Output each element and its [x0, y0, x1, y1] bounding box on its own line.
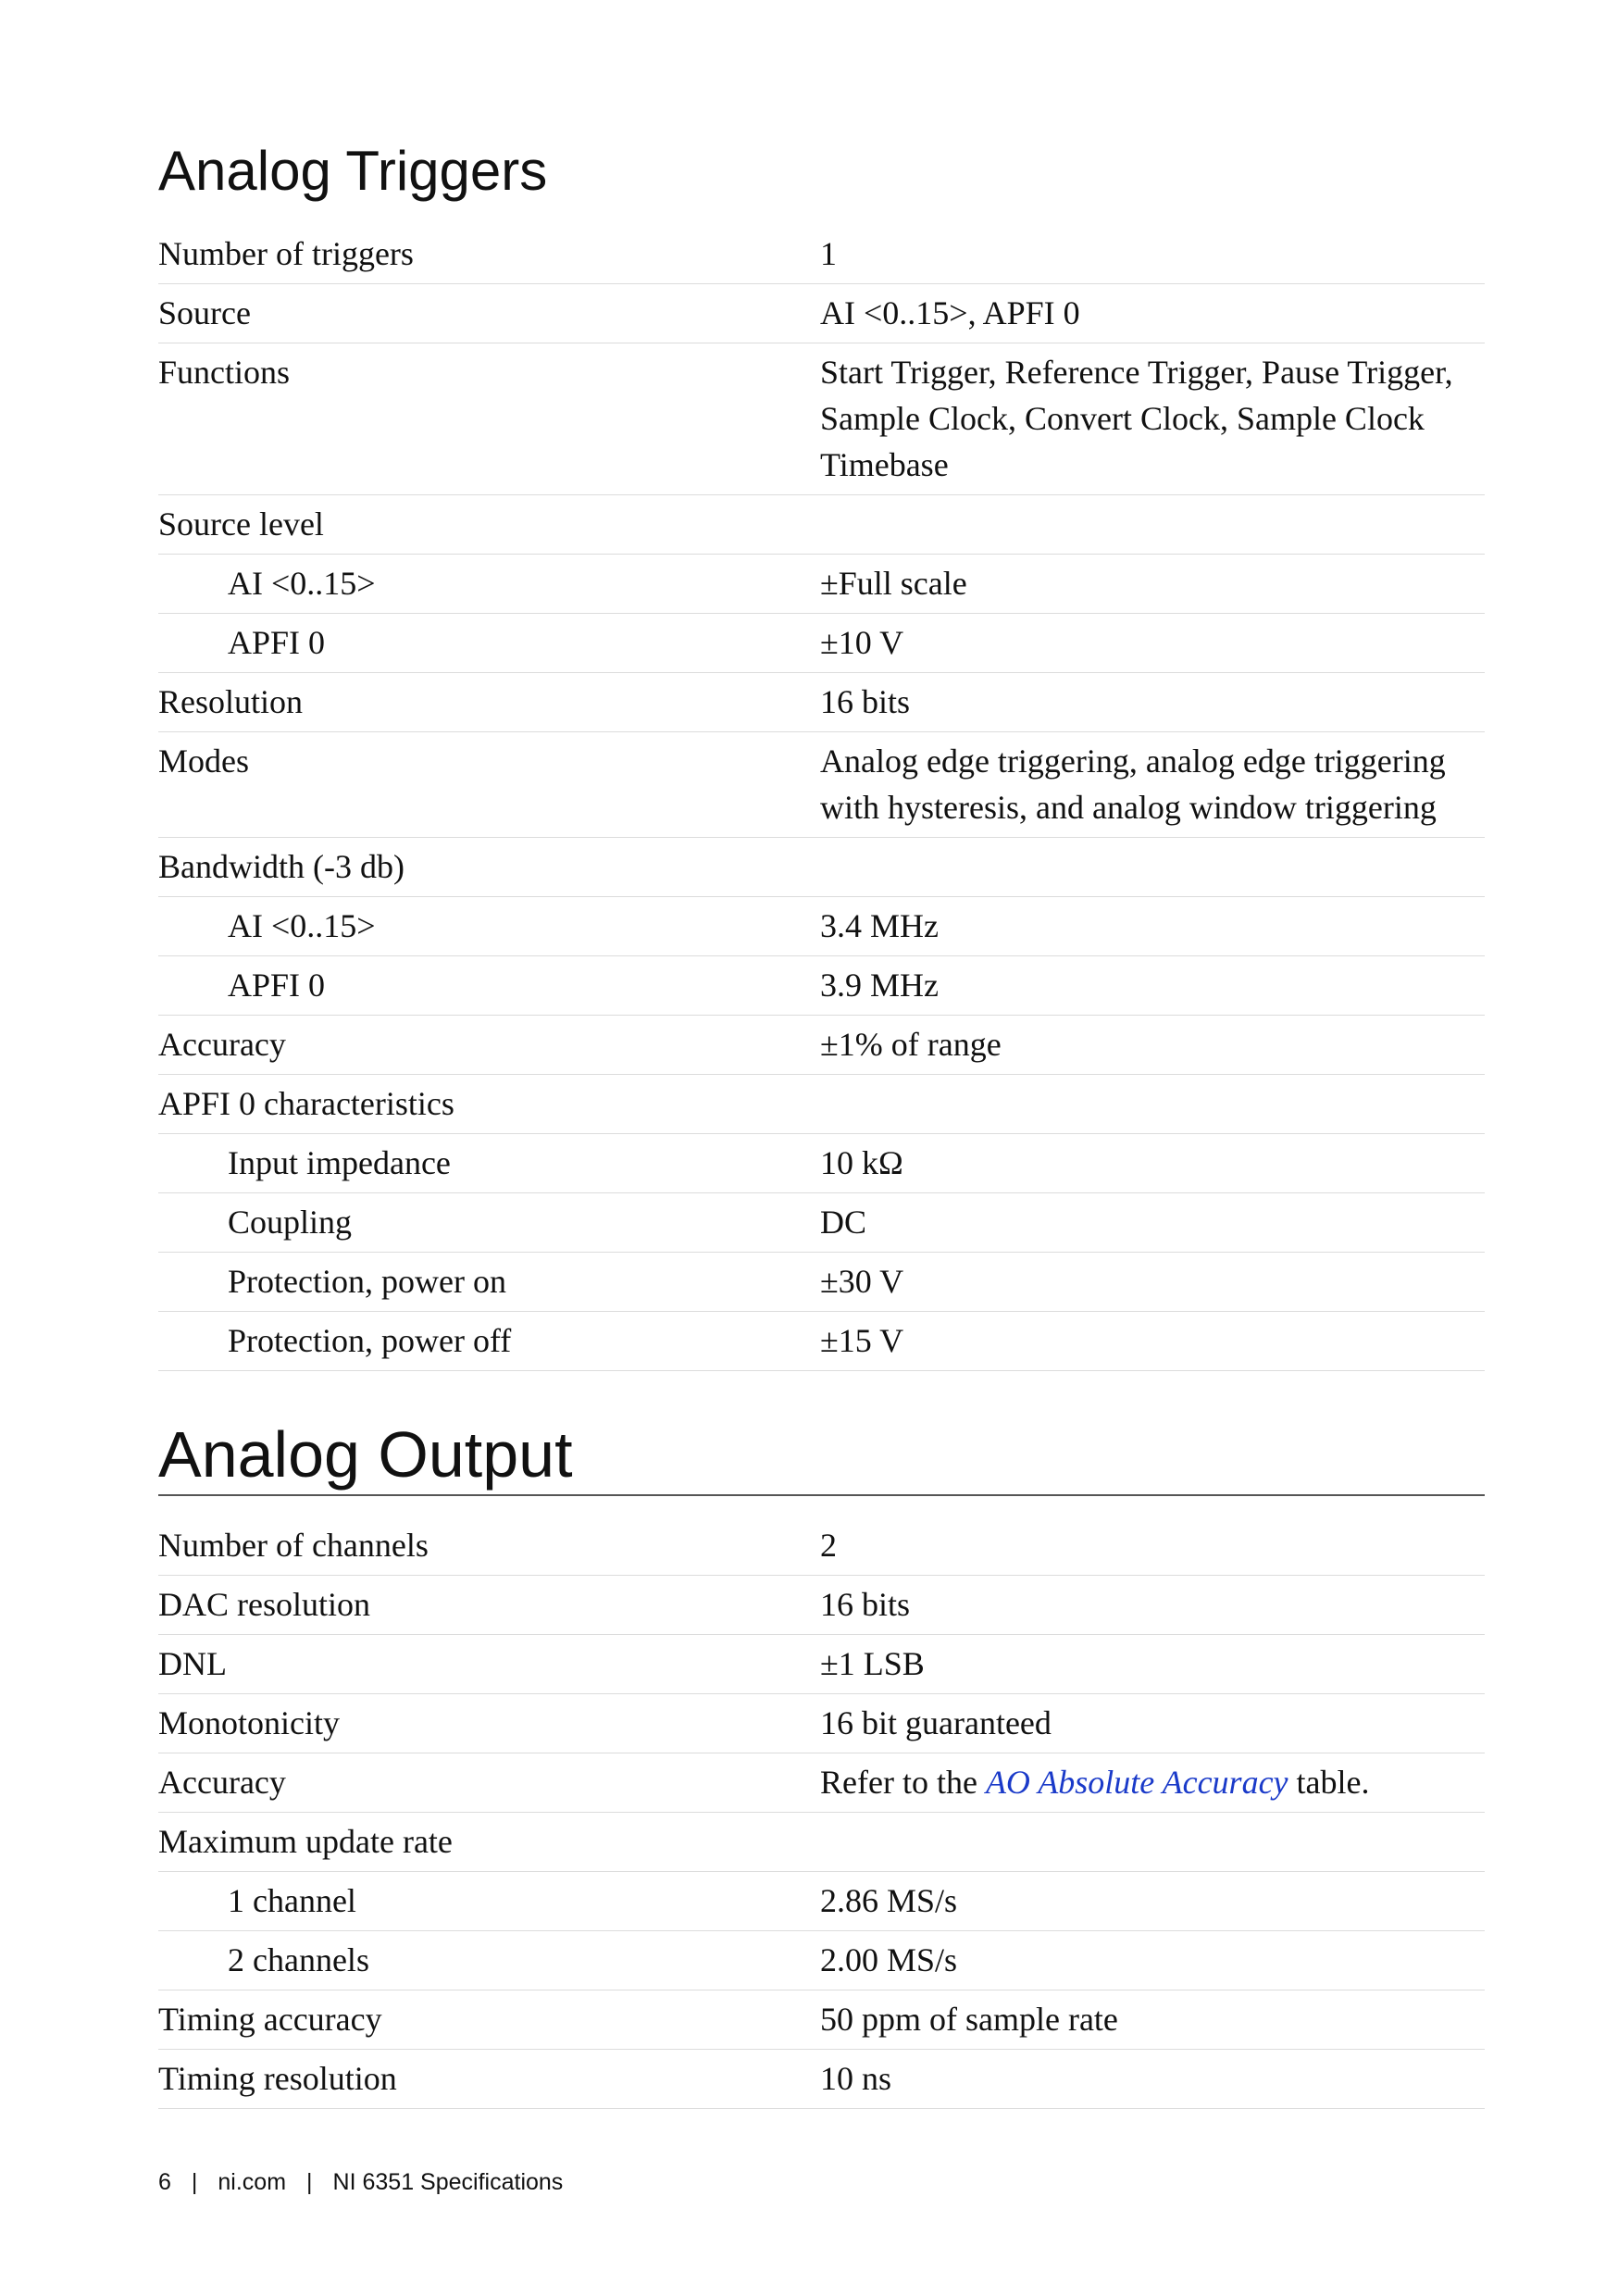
table-row [158, 1813, 1485, 1872]
table-row [158, 1075, 1485, 1134]
footer-site-link[interactable]: ni.com [218, 2169, 287, 2195]
row-label: Protection, power on [228, 1263, 506, 1300]
table-row [158, 495, 1485, 555]
ao-absolute-accuracy-link[interactable]: AO Absolute Accuracy [985, 1764, 1288, 1801]
row-label: 2 channels [228, 1941, 369, 1978]
table-row [158, 343, 1485, 495]
row-label: Modes [158, 742, 249, 780]
row-value: AI <0..15>, APFI 0 [820, 294, 1080, 331]
table-row [158, 1576, 1485, 1635]
row-label: Timing accuracy [158, 2001, 382, 2038]
analog-output-table [158, 1516, 1485, 2109]
row-value: 1 [820, 235, 837, 272]
table-row [158, 1694, 1485, 1753]
row-label: 1 channel [228, 1882, 356, 1919]
row-label: APFI 0 [228, 967, 326, 1004]
row-label: Timing resolution [158, 2060, 397, 2097]
row-value: ±1 LSB [820, 1645, 925, 1682]
row-label: Resolution [158, 683, 304, 720]
row-label: Number of triggers [158, 235, 414, 272]
table-row [158, 1312, 1485, 1371]
table-row [158, 838, 1485, 897]
row-label: Source level [158, 505, 324, 543]
row-label: AI <0..15> [228, 565, 376, 602]
row-label: AI <0..15> [228, 907, 376, 944]
row-value: ±Full scale [820, 565, 967, 602]
table-row [158, 2050, 1485, 2109]
table-row [158, 1193, 1485, 1253]
table-row [158, 1990, 1485, 2050]
row-value: 50 ppm of sample rate [820, 2001, 1118, 2038]
row-value: 16 bits [820, 683, 911, 720]
row-value: 3.4 MHz [820, 907, 939, 944]
table-row [158, 1253, 1485, 1312]
row-label: Protection, power off [228, 1322, 512, 1359]
row-value [820, 843, 1485, 890]
table-row [158, 1872, 1485, 1931]
table-row [158, 1635, 1485, 1694]
row-value: ±10 V [820, 624, 904, 661]
row-value: 10 kΩ [820, 1144, 903, 1181]
table-row [158, 284, 1485, 343]
analog-triggers-heading: Analog Triggers [158, 140, 548, 202]
row-value: Analog edge triggering, analog edge triggering with hysteresis, and analog window triggering [820, 742, 1446, 826]
row-value [820, 1818, 1485, 1865]
row-value: ±15 V [820, 1322, 904, 1359]
table-row [158, 1753, 1485, 1813]
table-row [158, 1016, 1485, 1075]
row-label: DAC resolution [158, 1586, 370, 1623]
row-label: APFI 0 characteristics [158, 1085, 454, 1122]
row-label: Accuracy [158, 1026, 286, 1063]
row-value [820, 1759, 1485, 1805]
value-suffix: table. [1288, 1764, 1370, 1801]
page-number: 6 [158, 2169, 171, 2195]
row-label: Number of channels [158, 1527, 429, 1564]
row-value [820, 501, 1485, 547]
table-row [158, 732, 1485, 838]
table-row [158, 1931, 1485, 1990]
row-label: Source [158, 294, 251, 331]
table-row [158, 956, 1485, 1016]
row-label: Input impedance [228, 1144, 451, 1181]
section-divider [158, 1494, 1485, 1496]
row-value: DC [820, 1204, 867, 1241]
row-label: Maximum update rate [158, 1823, 453, 1860]
row-label: Coupling [228, 1204, 353, 1241]
value-prefix: Refer to the [820, 1764, 986, 1801]
page-footer [158, 2169, 563, 2196]
table-row [158, 555, 1485, 614]
row-value: ±30 V [820, 1263, 904, 1300]
table-row [158, 225, 1485, 284]
footer-separator: | [191, 2169, 198, 2195]
row-label: DNL [158, 1645, 227, 1682]
analog-output-heading: Analog Output [158, 1418, 573, 1491]
row-value: 2 [820, 1527, 837, 1564]
table-row [158, 673, 1485, 732]
row-value: 3.9 MHz [820, 967, 939, 1004]
row-label: Bandwidth (-3 db) [158, 848, 404, 885]
table-row [158, 614, 1485, 673]
table-row [158, 897, 1485, 956]
footer-doc-title: NI 6351 Specifications [332, 2169, 564, 2195]
table-row [158, 1516, 1485, 1576]
footer-separator: | [306, 2169, 313, 2195]
row-label: Functions [158, 354, 291, 391]
row-label: APFI 0 [228, 624, 326, 661]
analog-triggers-table [158, 225, 1485, 1371]
row-value: Start Trigger, Reference Trigger, Pause Trigger, Sample Clock, Convert Clock, Sample Clock Timebase [820, 354, 1453, 483]
row-value: 2.00 MS/s [820, 1941, 958, 1978]
row-value: 2.86 MS/s [820, 1882, 958, 1919]
row-value: 16 bits [820, 1586, 911, 1623]
row-value: 16 bit guaranteed [820, 1704, 1052, 1741]
row-value: 10 ns [820, 2060, 892, 2097]
row-label: Accuracy [158, 1764, 286, 1801]
row-label: Monotonicity [158, 1704, 340, 1741]
row-value: ±1% of range [820, 1026, 1002, 1063]
row-value [820, 1080, 1485, 1127]
table-row [158, 1134, 1485, 1193]
